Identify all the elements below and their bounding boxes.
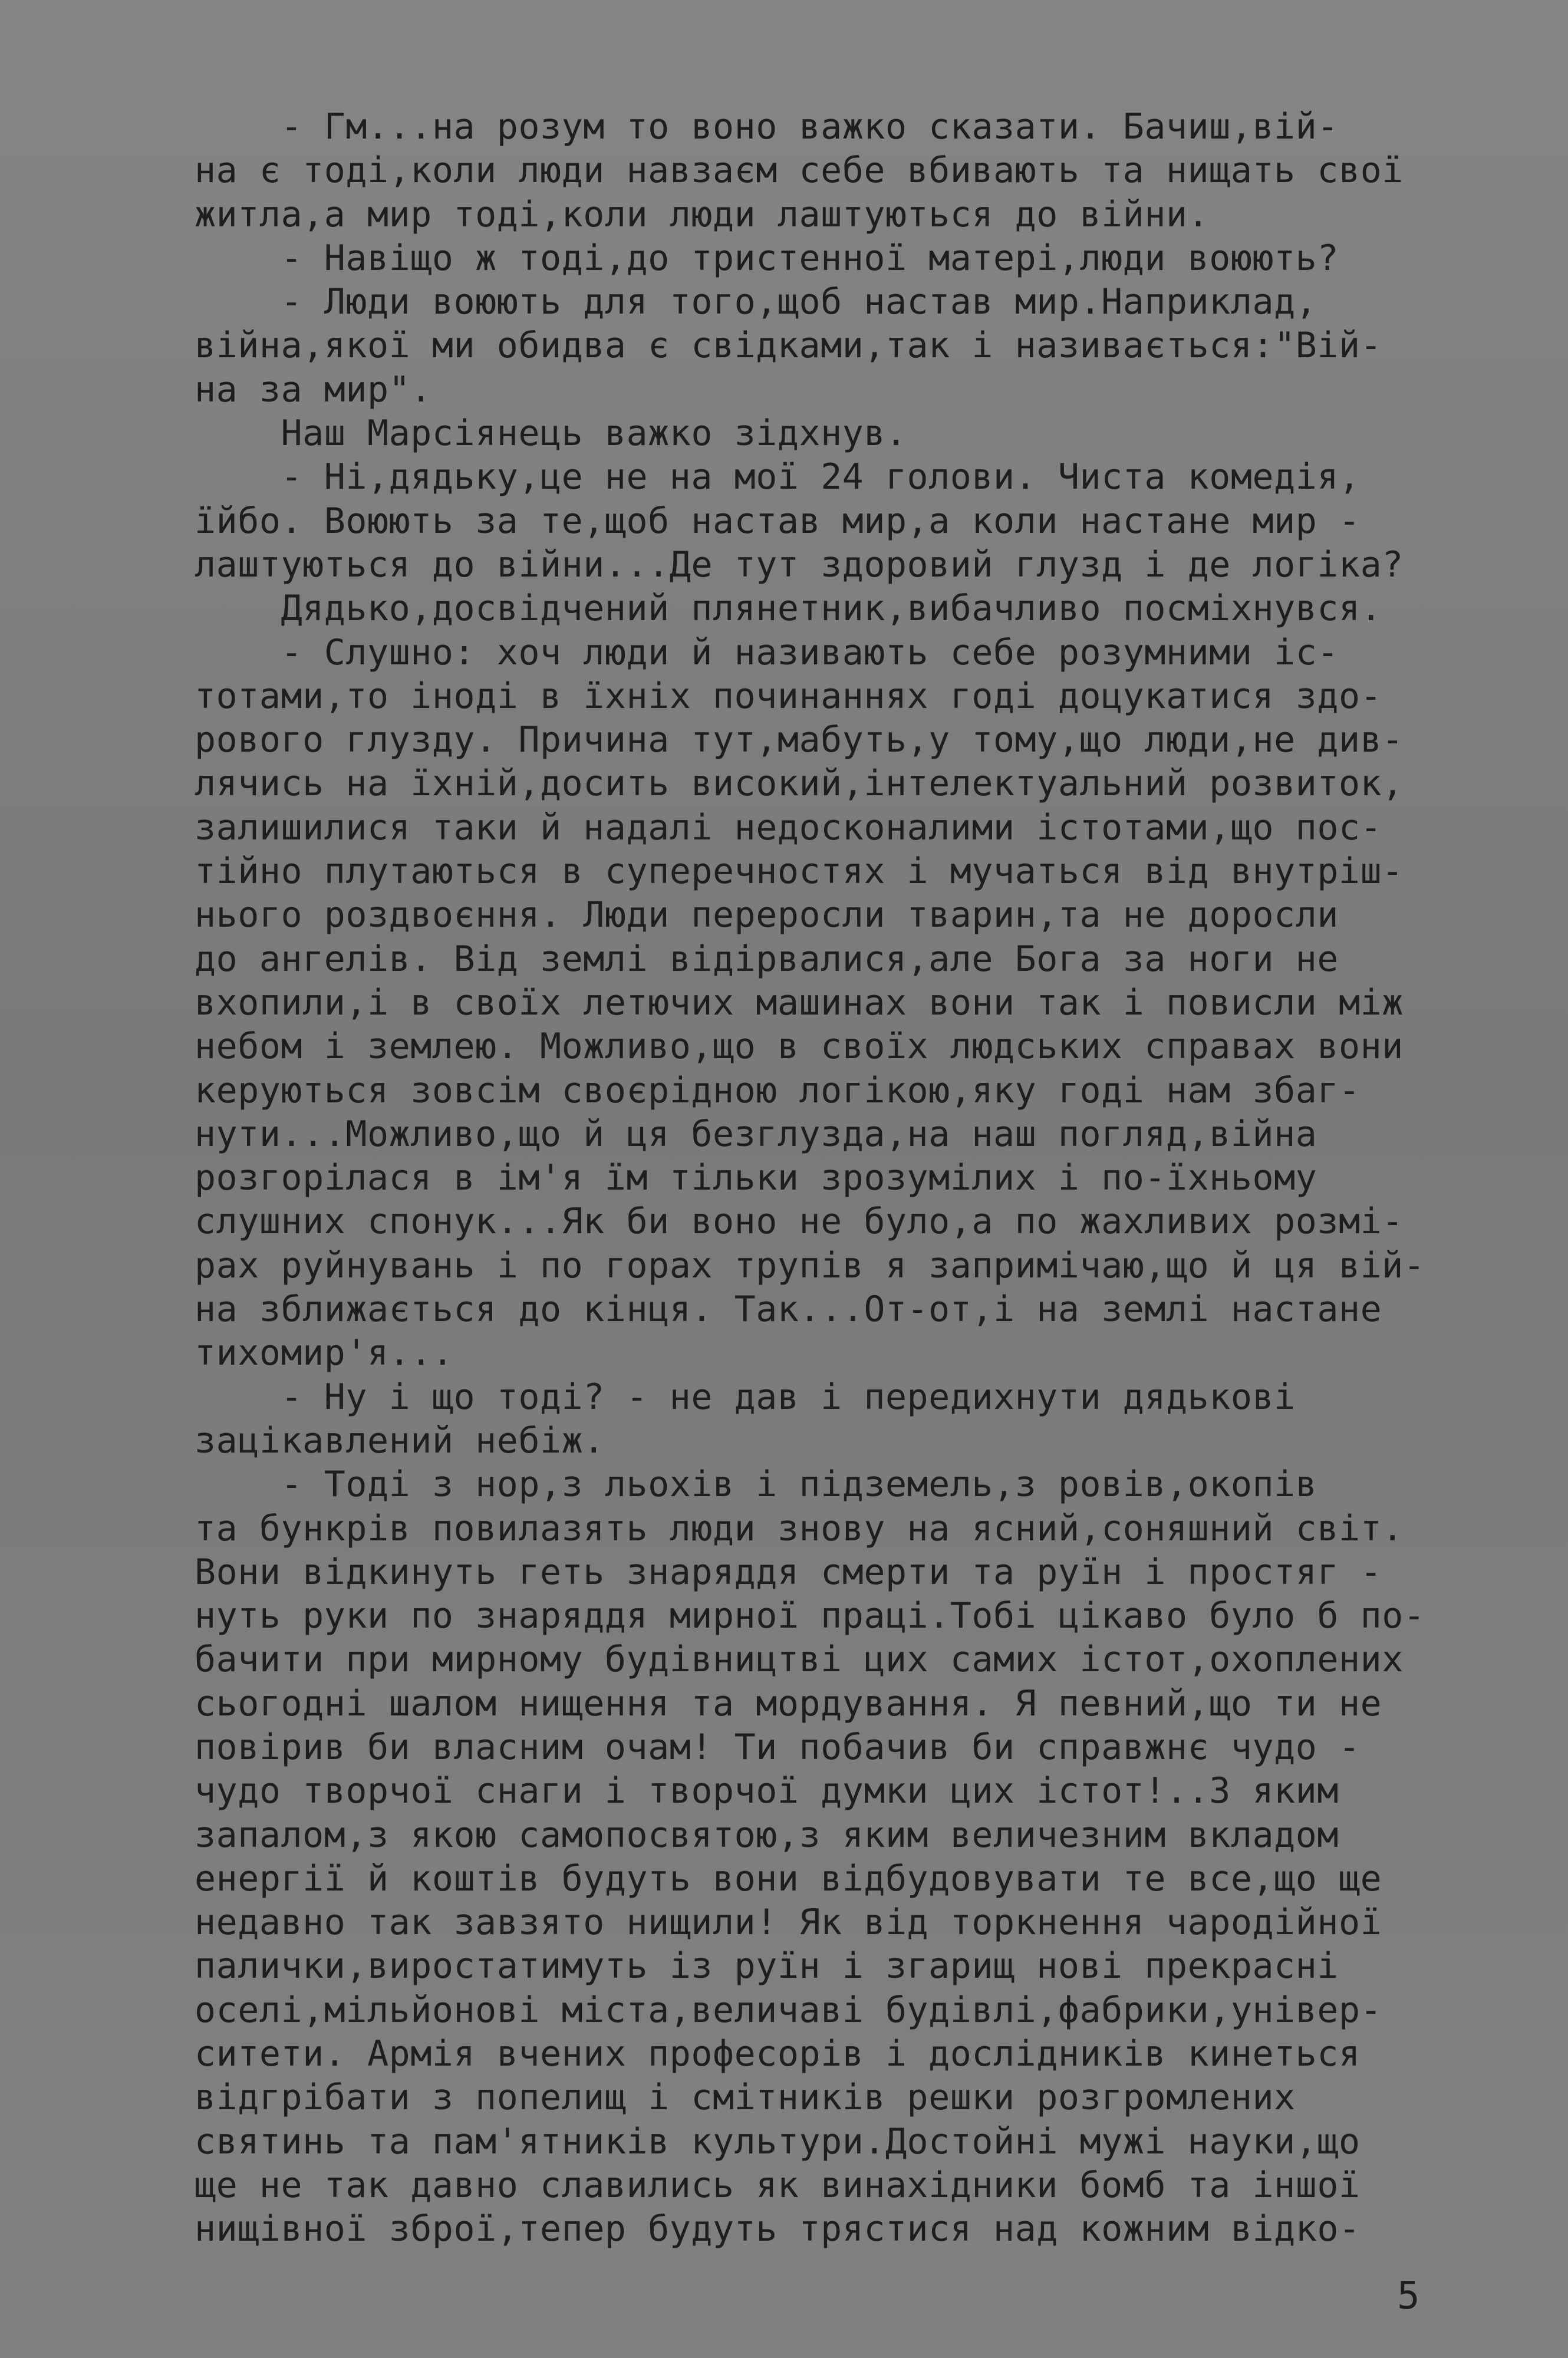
text-line: нуть руки по знаряддя мирної праці.Тобі цікаво було б по- bbox=[195, 1595, 1425, 1637]
text-line: лаштуються до війни...Де тут здоровий глузд і де логіка? bbox=[195, 544, 1404, 585]
text-line: повірив би власним очам! Ти побачив би справжнє чудо - bbox=[195, 1726, 1361, 1768]
text-line: житла,а мир тоді,коли люди лаштуються до війни. bbox=[195, 193, 1210, 235]
text-line: їйбо. Воюють за те,щоб настав мир,а коли настане мир - bbox=[195, 500, 1361, 542]
text-line: ще не так давно славились як винахідники бомб та іншої bbox=[195, 2164, 1361, 2206]
text-line: палички,виростатимуть із руїн і згарищ нові прекрасні bbox=[195, 1945, 1339, 1987]
text-line: тійно плутаються в суперечностях і мучаться від внутріш- bbox=[195, 851, 1404, 893]
text-line: залишилися таки й надалі недосконалими істотами,що пос- bbox=[195, 806, 1382, 848]
text-line: до ангелів. Від землі відірвалися,але Бога за ноги не bbox=[195, 938, 1339, 980]
text-line: - Тоді з нор,з льохів і підземель,з ровів,окопів bbox=[195, 1464, 1317, 1506]
text-line: лячись на їхній,досить високий,інтелектуальний розвиток, bbox=[195, 763, 1404, 805]
text-line: тотами,то іноді в їхніх починаннях годі доцукатися здо- bbox=[195, 675, 1382, 717]
text-line: нього роздвоєння. Люди переросли тварин,та не доросли bbox=[195, 894, 1339, 936]
text-line: зацікавлений небіж. bbox=[195, 1420, 605, 1461]
text-line: - Ні,дядьку,це не на мої 24 голови. Чиста комедія, bbox=[195, 456, 1361, 498]
text-line: Дядько,досвідчений плянетник,вибачливо посміхнувся. bbox=[195, 588, 1382, 630]
text-line: енергії й коштів будуть вони відбудовувати те все,що ще bbox=[195, 1858, 1382, 1899]
text-line: небом і землею. Можливо,що в своїх людських справах вони bbox=[195, 1026, 1404, 1068]
text-line: оселі,мільйонові міста,величаві будівлі,фабрики,універ- bbox=[195, 1989, 1382, 2031]
text-line: рового глузду. Причина тут,мабуть,у тому,що люди,не див- bbox=[195, 719, 1404, 761]
text-line: святинь та пам'ятників культури.Достойні мужі науки,що bbox=[195, 2120, 1361, 2162]
text-line: відгрібати з попелищ і смітників решки розгромлених bbox=[195, 2077, 1296, 2119]
text-line: - Слушно: хоч люди й називають себе розумними іс- bbox=[195, 631, 1339, 673]
text-line: війна,якої ми обидва є свідками,так і називається:"Вій- bbox=[195, 325, 1382, 367]
text-line: чудо творчої снаги і творчої думки цих істот!..З яким bbox=[195, 1770, 1339, 1812]
text-line: запалом,з якою самопосвятою,з яким величезним вкладом bbox=[195, 1814, 1339, 1856]
text-line: тихомир'я... bbox=[195, 1332, 454, 1374]
text-line: сьогодні шалом нищення та мордування. Я певний,що ти не bbox=[195, 1682, 1382, 1724]
text-line: керуються зовсім своєрідною логікою,яку годі нам збаг- bbox=[195, 1069, 1361, 1111]
text-line: на є тоді,коли люди навзаєм себе вбивають та нищать свої bbox=[195, 150, 1404, 192]
text-line: Вони відкинуть геть знаряддя смерти та руїн і простяг - bbox=[195, 1551, 1382, 1593]
text-line: - Люди воюють для того,щоб настав мир.Наприклад, bbox=[195, 281, 1317, 323]
text-line: слушних спонук...Як би воно не було,а по жахливих розмі- bbox=[195, 1201, 1404, 1243]
text-line: Наш Марсіянець важко зідхнув. bbox=[195, 413, 907, 455]
text-line: на за мир". bbox=[195, 368, 432, 410]
text-line: розгорілася в ім'я їм тільки зрозумілих і по-їхньому bbox=[195, 1157, 1317, 1199]
text-line: бачити при мирному будівництві цих самих істот,охоплених bbox=[195, 1639, 1404, 1681]
text-line: недавно так завзято нищили! Як від торкнення чародійної bbox=[195, 1902, 1382, 1944]
text-line: нищівної зброї,тепер будуть трястися над кожним відко- bbox=[195, 2208, 1361, 2250]
text-line: вхопили,і в своїх летючих машинах вони так і повисли між bbox=[195, 982, 1404, 1023]
text-line: на зближається до кінця. Так...От-от,і на землі настане bbox=[195, 1289, 1382, 1331]
text-line: - Навіщо ж тоді,до тристенної матері,люди воюють? bbox=[195, 237, 1339, 279]
text-line: нути...Можливо,що й ця безглузда,на наш погляд,війна bbox=[195, 1113, 1317, 1155]
text-line: - Гм...на розум то воно важко сказати. Бачиш,вій- bbox=[195, 106, 1339, 147]
body-text bbox=[195, 105, 1527, 2251]
page-number: 5 bbox=[1397, 2274, 1420, 2318]
text-line: ситети. Армія вчених професорів і дослідників кинеться bbox=[195, 2033, 1361, 2075]
text-line: - Ну і що тоді? - не дав і передихнути дядькові bbox=[195, 1376, 1296, 1418]
text-line: та бункрів повилазять люди знову на ясний,соняшний світ. bbox=[195, 1507, 1404, 1549]
text-line: рах руйнувань і по горах трупів я запримічаю,що й ця вій- bbox=[195, 1244, 1425, 1286]
